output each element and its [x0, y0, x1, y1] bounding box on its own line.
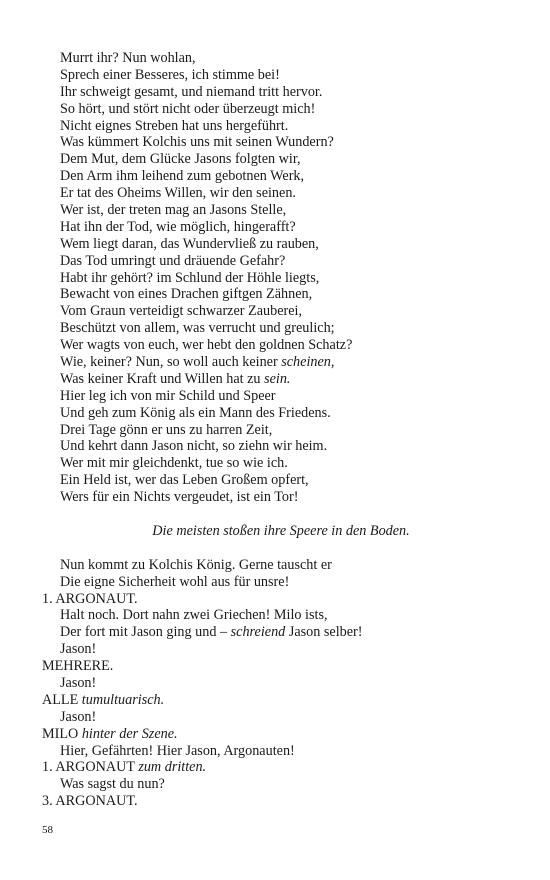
speaker-direction: zum dritten. [138, 759, 207, 776]
verse-line: Jason! [60, 674, 97, 691]
speaker-label [42, 692, 512, 709]
speaker-label: MEHRERE. [42, 658, 114, 675]
speaker-name: 1. ARGONAUT [42, 759, 139, 776]
verse-line: Wem liegt daran, das Wundervließ zu rauben, [60, 235, 319, 252]
stage-direction: Die meisten stoßen ihre Speere in den Boden. [152, 522, 410, 539]
verse-line: Halt noch. Dort nahn zwei Griechen! Milo ists, [60, 607, 328, 624]
spacer [42, 540, 512, 557]
verse-emphasis: sein. [264, 370, 291, 387]
verse-line: Jason! [60, 708, 97, 725]
verse-line: Den Arm ihm leihend zum gebotnen Werk, [60, 168, 305, 185]
verse-line: Er tat des Oheims Willen, wir den seinen. [60, 185, 296, 202]
speaker-direction: hinter der Szene. [81, 725, 178, 742]
spacer [42, 506, 512, 523]
verse-emphasis: scheinen, [281, 354, 335, 371]
verse-text: Was keiner Kraft und Willen hat zu [60, 370, 265, 387]
verse-line [42, 624, 512, 641]
verse-line [42, 371, 512, 388]
speaker-name: ALLE [42, 691, 82, 708]
verse-line: Was kümmert Kolchis uns mit seinen Wundern? [60, 134, 334, 151]
verse-line: Hier leg ich von mir Schild und Speer [60, 387, 276, 404]
verse-text: Jason selber! [285, 624, 363, 641]
verse-line: Hat ihn der Tod, wie möglich, hingerafft? [60, 218, 296, 235]
verse-line [42, 354, 512, 371]
verse-line: Die eigne Sicherheit wohl aus für unsre! [60, 573, 290, 590]
verse-line: Drei Tage gönn er uns zu harren Zeit, [60, 421, 273, 438]
speaker-direction: tumultuarisch. [81, 691, 165, 708]
verse-line: Ein Held ist, wer das Leben Großem opfert, [60, 472, 309, 489]
verse-line: Bewacht von eines Drachen giftgen Zähnen, [60, 286, 313, 303]
verse-line: Wer wagts von euch, wer hebt den goldnen Schatz? [60, 337, 353, 354]
page-number: 58 [42, 824, 53, 836]
verse-line: Sprech einer Besseres, ich stimme bei! [60, 66, 280, 83]
verse-line: Wer ist, der treten mag an Jasons Stelle, [60, 202, 287, 219]
speaker-label [42, 759, 512, 776]
verse-line: Und geh zum König als ein Mann des Friedens. [60, 404, 331, 421]
verse-emphasis: schreiend [230, 624, 286, 641]
verse-line: Vom Graun verteidigt schwarzer Zauberei, [60, 303, 303, 320]
verse-line: So hört, und stört nicht oder überzeugt mich! [60, 100, 316, 117]
verse-line: Jason! [60, 641, 97, 658]
play-text [42, 50, 512, 810]
verse-line: Was sagst du nun? [60, 776, 165, 793]
verse-line: Habt ihr gehört? im Schlund der Höhle liegts, [60, 269, 320, 286]
speaker-label: 1. ARGONAUT. [42, 590, 138, 607]
verse-text: Der fort mit Jason ging und – [60, 624, 231, 641]
verse-line: Murrt ihr? Nun wohlan, [60, 50, 196, 66]
verse-line: Ihr schweigt gesamt, und niemand tritt hervor. [60, 83, 323, 100]
speaker-label: 3. ARGONAUT. [42, 793, 138, 810]
verse-text: Wie, keiner? Nun, so woll auch keiner [60, 354, 282, 371]
verse-line: Das Tod umringt und dräuende Gefahr? [60, 252, 286, 269]
verse-line: Hier, Gefährten! Hier Jason, Argonauten! [60, 742, 295, 759]
speaker-label [42, 726, 512, 743]
verse-line: Dem Mut, dem Glücke Jasons folgten wir, [60, 151, 301, 168]
verse-line: Wer mit mir gleichdenkt, tue so wie ich. [60, 455, 288, 472]
verse-line: Nicht eignes Streben hat uns hergeführt. [60, 117, 289, 134]
verse-line: Beschützt von allem, was verrucht und greulich; [60, 320, 335, 337]
speaker-name: MILO [42, 725, 82, 742]
verse-line: Nun kommt zu Kolchis König. Gerne tauscht er [60, 556, 332, 573]
verse-line: Und kehrt dann Jason nicht, so ziehn wir heim. [60, 438, 328, 455]
verse-line: Wers für ein Nichts vergeudet, ist ein Tor! [60, 489, 299, 506]
